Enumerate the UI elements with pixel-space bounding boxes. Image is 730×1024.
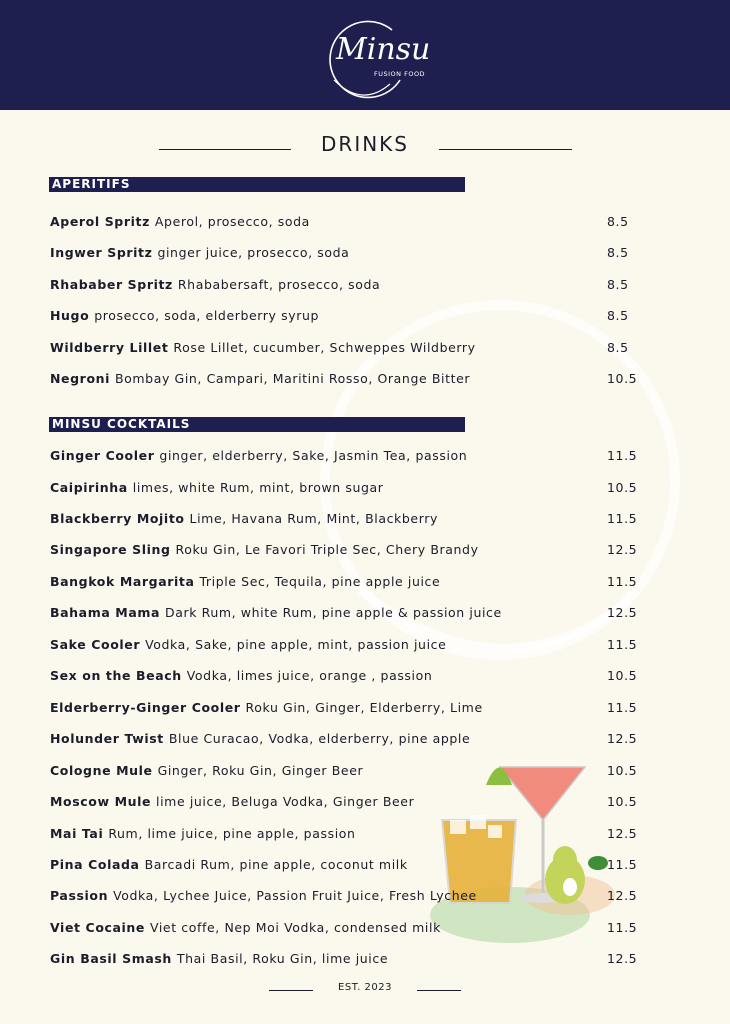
menu-item <box>50 855 640 875</box>
footer <box>0 980 730 1000</box>
menu-item <box>50 446 640 466</box>
item-name: Moscow Mule <box>50 794 157 809</box>
item-name: Sex on the Beach <box>50 668 187 683</box>
title-divider-left <box>159 149 291 150</box>
item-name: Mai Tai <box>50 826 109 841</box>
item-description: ginger, elderberry, Sake, Jasmin Tea, passion <box>159 448 468 463</box>
item-description: limes, white Rum, mint, brown sugar <box>132 480 384 495</box>
page-heading <box>0 130 730 160</box>
item-price: 12.5 <box>607 542 638 557</box>
established-year: EST. 2023 <box>338 982 392 993</box>
item-name: Blackberry Mojito <box>50 511 190 526</box>
item-name: Passion <box>50 888 114 903</box>
item-description: Thai Basil, Roku Gin, lime juice <box>176 951 389 966</box>
menu-item <box>50 338 640 358</box>
item-description: Rhababersaft, prosecco, soda <box>177 277 381 292</box>
menu-item <box>50 824 640 844</box>
item-name: Hugo <box>50 308 95 323</box>
item-description: Vodka, Lychee Juice, Passion Fruit Juice, Fresh Lychee <box>113 888 477 903</box>
menu-item <box>50 635 640 655</box>
item-price: 10.5 <box>607 371 638 386</box>
item-name: Wildberry Lillet <box>50 340 174 355</box>
page-title: DRINKS <box>321 132 409 156</box>
menu-item <box>50 761 640 781</box>
item-description: ginger juice, prosecco, soda <box>157 245 350 260</box>
item-name: Bahama Mama <box>50 605 165 620</box>
item-price: 12.5 <box>607 731 638 746</box>
item-name: Viet Cocaine <box>50 920 150 935</box>
item-price: 8.5 <box>607 214 629 229</box>
menu-item <box>50 698 640 718</box>
menu-item <box>50 918 640 938</box>
item-price: 12.5 <box>607 951 638 966</box>
item-description: Rum, lime juice, pine apple, passion <box>108 826 356 841</box>
item-name: Rhababer Spritz <box>50 277 178 292</box>
brand-subtitle: FUSION FOOD <box>374 70 426 78</box>
footer-divider-right <box>417 990 461 991</box>
item-price: 8.5 <box>607 277 629 292</box>
item-price: 12.5 <box>607 888 638 903</box>
menu-item <box>50 243 640 263</box>
item-name: Bangkok Margarita <box>50 574 200 589</box>
item-name: Sake Cooler <box>50 637 146 652</box>
item-name: Singapore Sling <box>50 542 176 557</box>
title-divider-right <box>439 149 572 150</box>
item-price: 11.5 <box>607 920 638 935</box>
item-description: lime juice, Beluga Vodka, Ginger Beer <box>156 794 415 809</box>
item-name: Ginger Cooler <box>50 448 160 463</box>
item-name: Ingwer Spritz <box>50 245 158 260</box>
item-price: 11.5 <box>607 448 638 463</box>
item-price: 11.5 <box>607 700 638 715</box>
menu-item <box>50 949 640 969</box>
header-banner <box>0 0 730 110</box>
menu-item <box>50 275 640 295</box>
menu-item <box>50 603 640 623</box>
item-description: Viet coffe, Nep Moi Vodka, condensed milk <box>149 920 441 935</box>
brand-name: Minsu <box>336 32 431 67</box>
menu-item <box>50 572 640 592</box>
item-name: Gin Basil Smash <box>50 951 177 966</box>
item-price: 11.5 <box>607 637 638 652</box>
item-name: Elderberry-Ginger Cooler <box>50 700 246 715</box>
item-description: Rose Lillet, cucumber, Schweppes Wildberry <box>173 340 476 355</box>
footer-divider-left <box>269 990 313 991</box>
item-description: Bombay Gin, Campari, Maritini Rosso, Orange Bitter <box>114 371 471 386</box>
item-name: Pina Colada <box>50 857 145 872</box>
item-price: 11.5 <box>607 511 638 526</box>
item-price: 10.5 <box>607 668 638 683</box>
item-description: prosecco, soda, elderberry syrup <box>94 308 320 323</box>
item-name: Cologne Mule <box>50 763 158 778</box>
item-price: 12.5 <box>607 605 638 620</box>
menu-item <box>50 540 640 560</box>
menu-item <box>50 666 640 686</box>
item-price: 8.5 <box>607 340 629 355</box>
item-description: Dark Rum, white Rum, pine apple & passion juice <box>165 605 502 620</box>
item-price: 12.5 <box>607 826 638 841</box>
menu-item <box>50 369 640 389</box>
item-price: 10.5 <box>607 763 638 778</box>
section-header-aperitifs: APERITIFS <box>49 177 465 192</box>
menu-item <box>50 306 640 326</box>
brand-logo <box>322 20 432 106</box>
item-description: Vodka, Sake, pine apple, mint, passion juice <box>145 637 447 652</box>
item-description: Vodka, limes juice, orange , passion <box>186 668 433 683</box>
item-name: Caipirinha <box>50 480 133 495</box>
item-price: 8.5 <box>607 308 629 323</box>
item-description: Roku Gin, Ginger, Elderberry, Lime <box>245 700 483 715</box>
menu-item <box>50 212 640 232</box>
item-price: 8.5 <box>607 245 629 260</box>
item-description: Blue Curacao, Vodka, elderberry, pine apple <box>168 731 471 746</box>
item-description: Triple Sec, Tequila, pine apple juice <box>199 574 441 589</box>
menu-item <box>50 792 640 812</box>
item-price: 11.5 <box>607 857 638 872</box>
item-name: Holunder Twist <box>50 731 169 746</box>
item-description: Ginger, Roku Gin, Ginger Beer <box>157 763 364 778</box>
section-header-cocktails: MINSU COCKTAILS <box>49 417 465 432</box>
item-description: Roku Gin, Le Favori Triple Sec, Chery Brandy <box>175 542 479 557</box>
menu-item <box>50 478 640 498</box>
item-description: Lime, Havana Rum, Mint, Blackberry <box>189 511 438 526</box>
menu-item <box>50 886 640 906</box>
item-name: Negroni <box>50 371 115 386</box>
item-description: Aperol, prosecco, soda <box>154 214 310 229</box>
item-name: Aperol Spritz <box>50 214 155 229</box>
item-price: 11.5 <box>607 574 638 589</box>
item-description: Barcadi Rum, pine apple, coconut milk <box>144 857 408 872</box>
item-price: 10.5 <box>607 480 638 495</box>
menu-item <box>50 509 640 529</box>
item-price: 10.5 <box>607 794 638 809</box>
